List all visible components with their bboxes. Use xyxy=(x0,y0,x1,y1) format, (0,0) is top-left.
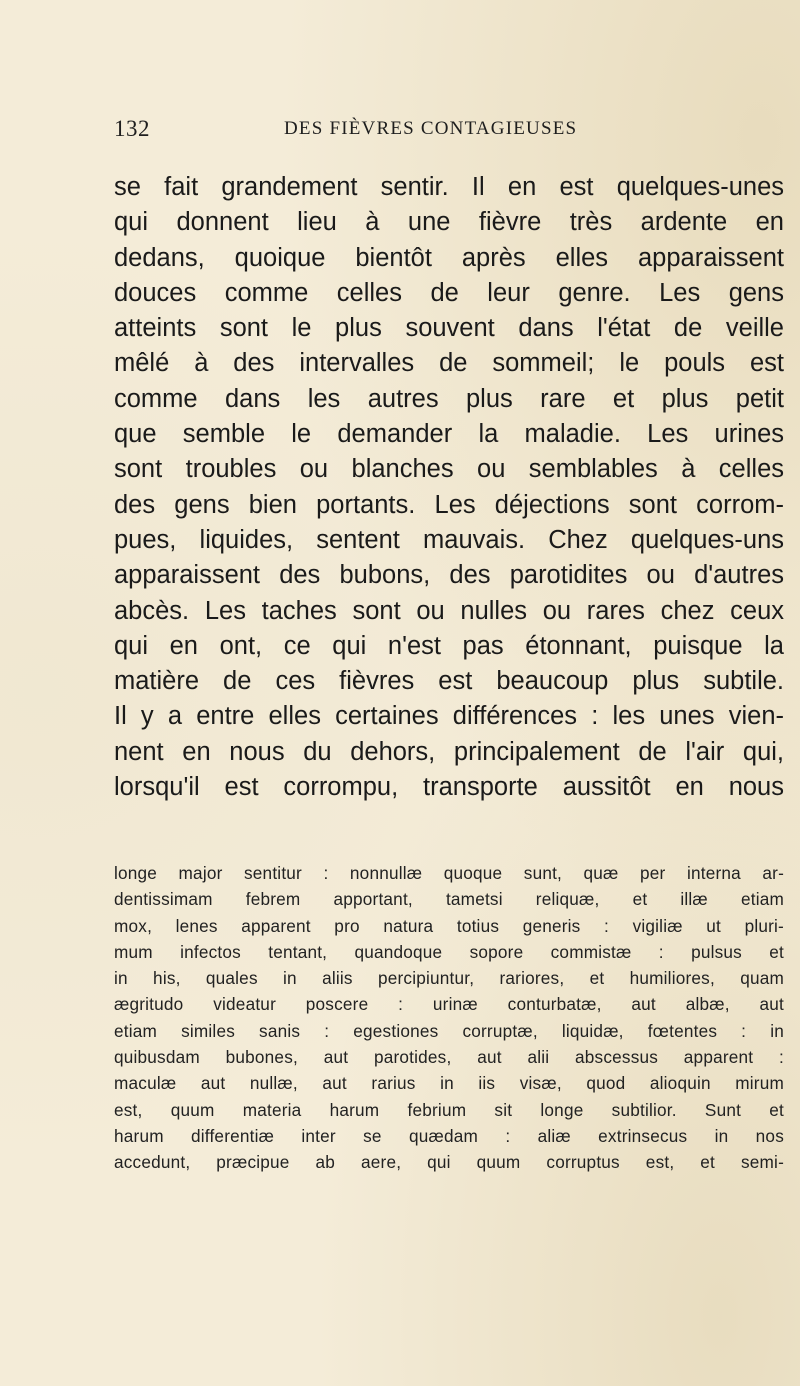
text-line: longe major sentitur : nonnullæ quoque sunt, quæ per interna ar- xyxy=(114,863,784,883)
text-line: ægritudo videatur poscere : urinæ conturbatæ, aut albæ, aut xyxy=(114,994,784,1015)
text-line: atteints sont le plus souvent dans l'état de veille xyxy=(114,314,784,343)
text-line: apparaissent des bubons, des parotidites ou d'autres xyxy=(114,561,784,590)
text-line: sont troubles ou blanches ou semblables à celles xyxy=(114,455,784,484)
text-line: se fait grandement sentir. Il en est quelques-unes xyxy=(114,173,784,201)
text-line: est, quum materia harum febrium sit longe subtilior. Sunt et xyxy=(114,1099,784,1120)
text-line: que semble le demander la maladie. Les urines xyxy=(114,420,784,449)
running-head xyxy=(114,116,784,146)
text-line: qui en ont, ce qui n'est pas étonnant, puisque la xyxy=(114,631,784,660)
text-line: mox, lenes apparent pro natura totius generis : vigiliæ ut pluri- xyxy=(114,915,784,936)
text-line: abcès. Les taches sont ou nulles ou rares chez ceux xyxy=(114,596,784,625)
text-line: pues, liquides, sentent mauvais. Chez quelques-uns xyxy=(114,525,784,554)
text-line: des gens bien portants. Les déjections sont corrom- xyxy=(114,490,784,519)
text-line: mêlé à des intervalles de sommeil; le pouls est xyxy=(114,349,784,378)
text-line: maculæ aut nullæ, aut rarius in iis visæ, quod alioquin mirum xyxy=(114,1073,784,1094)
text-line: harum differentiæ inter se quædam : aliæ extrinsecus in nos xyxy=(114,1125,784,1146)
text-line: accedunt, præcipue ab aere, qui quum corruptus est, et semi- xyxy=(114,1152,784,1173)
text-line: matière de ces fièvres est beaucoup plus subtile. xyxy=(114,667,784,696)
text-line: douces comme celles de leur genre. Les gens xyxy=(114,278,784,307)
text-line: etiam similes sanis : egestiones corruptæ, liquidæ, fœtentes : in xyxy=(114,1020,784,1041)
running-title: DES FIÈVRES CONTAGIEUSES xyxy=(284,118,578,139)
text-line: qui donnent lieu à une fièvre très ardente en xyxy=(114,208,784,237)
page-number: 132 xyxy=(114,116,150,141)
latin-original-text xyxy=(114,860,784,1176)
text-line: comme dans les autres plus rare et plus petit xyxy=(114,384,784,413)
text-line: quibusdam bubones, aut parotides, aut alii abscessus apparent : xyxy=(114,1047,784,1068)
text-line: Il y a entre elles certaines différences : les unes vien- xyxy=(114,702,784,731)
text-line: nent en nous du dehors, principalement de l'air qui, xyxy=(114,737,784,766)
french-translation-text xyxy=(114,170,784,805)
text-line: mum infectos tentant, quandoque sopore commistæ : pulsus et xyxy=(114,941,784,962)
text-line: in his, quales in aliis percipiuntur, rariores, et humiliores, quam xyxy=(114,968,784,989)
text-line: dentissimam febrem apportant, tametsi reliquæ, et illæ etiam xyxy=(114,889,784,910)
text-line: dedans, quoique bientôt après elles apparaissent xyxy=(114,243,784,272)
text-line: lorsqu'il est corrompu, transporte aussitôt en nous xyxy=(114,773,784,802)
